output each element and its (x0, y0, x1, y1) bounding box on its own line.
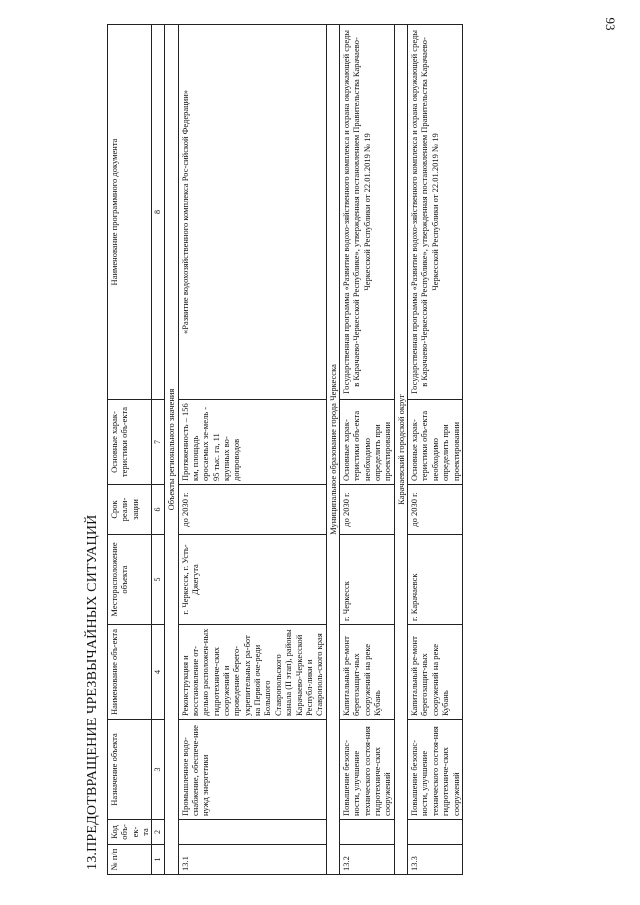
cell-term: до 2030 г. (178, 485, 326, 535)
cell-location: г. Черкесск, г. Усть-Джегута (178, 535, 326, 625)
header-name: Наименование объ-екта (108, 625, 152, 720)
cell-purpose: Промышленное водо-снабжение, обеспече-ние нужд энергетики (178, 720, 326, 820)
header-location: Месторасположение объекта (108, 535, 152, 625)
cell-characteristics: Основные харак-теристики объ-екта необходимо определить при проектировании (408, 400, 463, 485)
table-row (178, 25, 326, 875)
cell-num: 13.1 (178, 845, 326, 875)
column-number: 4 (152, 625, 165, 720)
cell-name: Реконструкция и восстановление от-дельно расположен-ных гидротехниче-ских сооружений и проведение берего-укрепительных ра-бот на Первой оче-реди Большого Ставропольского канала (II этап), районы Карачаево-Черкесской Республ-лики и Ставрополь-ского края (178, 625, 326, 720)
cell-location: г. Черкесск (339, 535, 394, 625)
cell-program: «Развитие водохозяйственного комплекса Рос-сийской Федерации» (178, 25, 326, 400)
column-number: 6 (152, 485, 165, 535)
header-purpose: Назначение объекта (108, 720, 152, 820)
table-row (339, 25, 394, 875)
cell-purpose: Повышение безопас-ности, улучшение технического состоя-ния гидротехниче-ских сооружений (339, 720, 394, 820)
header-program: Наименование программного документа (108, 25, 152, 400)
table-row (408, 25, 463, 875)
cell-name: Капитальный ре-монт берегозащит-ных сооружений на реке Кубань (408, 625, 463, 720)
column-number: 2 (152, 820, 165, 845)
cell-term: до 2030 г. (339, 485, 394, 535)
section-title: 13.ПРЕДОТВРАЩЕНИЕ ЧРЕЗВЫЧАЙНЫХ СИТУАЦИЙ (85, 514, 100, 870)
cell-code (339, 820, 394, 845)
cell-location: г. Карачаевск (408, 535, 463, 625)
cell-code (408, 820, 463, 845)
cell-num: 13.2 (339, 845, 394, 875)
cell-characteristics: Основные харак-теристики объ-екта необходимо определить при проектировании (339, 400, 394, 485)
header-row (108, 25, 152, 875)
cell-program: Государственная программа «Развитие водохо-зяйственного комплекса и охрана окружающей среды в Карачаево-Черкесской Республике», утвержденная постановлением Правительства Карачаево-Черкесской Республики от 22.01.2019 № 19 (408, 25, 463, 400)
group-header-row (165, 25, 178, 875)
header-term: Срок реали-зации (108, 485, 152, 535)
cell-code (178, 820, 326, 845)
column-number: 7 (152, 400, 165, 485)
cell-characteristics: Протяженность – 156 км, площадь оросаемых зе-мель - 95 тыс. га, 11 крупных во-допроводов (178, 400, 326, 485)
column-number: 3 (152, 720, 165, 820)
group-header-row (394, 25, 407, 875)
page-number: 93 (603, 17, 618, 31)
group-title: Карачаевский городской округ (394, 25, 407, 875)
group-title: Муниципальное образование города Черкесска (326, 25, 339, 875)
cell-name: Капитальный ре-монт берегозащит-ных сооружений на реке Кубань (339, 625, 394, 720)
header-num: № п/п (108, 845, 152, 875)
cell-purpose: Повышение безопас-ности, улучшение технического состоя-ния гидротехниче-ских сооружений (408, 720, 463, 820)
rotated-page-content (85, 25, 605, 875)
column-number: 8 (152, 25, 165, 400)
column-number: 1 (152, 845, 165, 875)
cell-program: Государственная программа «Развитие водохо-зяйственного комплекса и охрана окружающей среды в Карачаево-Черкесской Республике», утвержденная постановлением Правительства Карачаево-Черкесской Республики от 22.01.2019 № 19 (339, 25, 394, 400)
header-characteristics: Основные харак-теристики объ-екта (108, 400, 152, 485)
header-code: Код объ-ек-та (108, 820, 152, 845)
group-title: Объекты регионального значения (165, 25, 178, 875)
cell-term: до 2030 г. (408, 485, 463, 535)
cell-num: 13.3 (408, 845, 463, 875)
group-header-row (326, 25, 339, 875)
column-number: 5 (152, 535, 165, 625)
objects-table (107, 24, 463, 875)
column-number-row (152, 25, 165, 875)
